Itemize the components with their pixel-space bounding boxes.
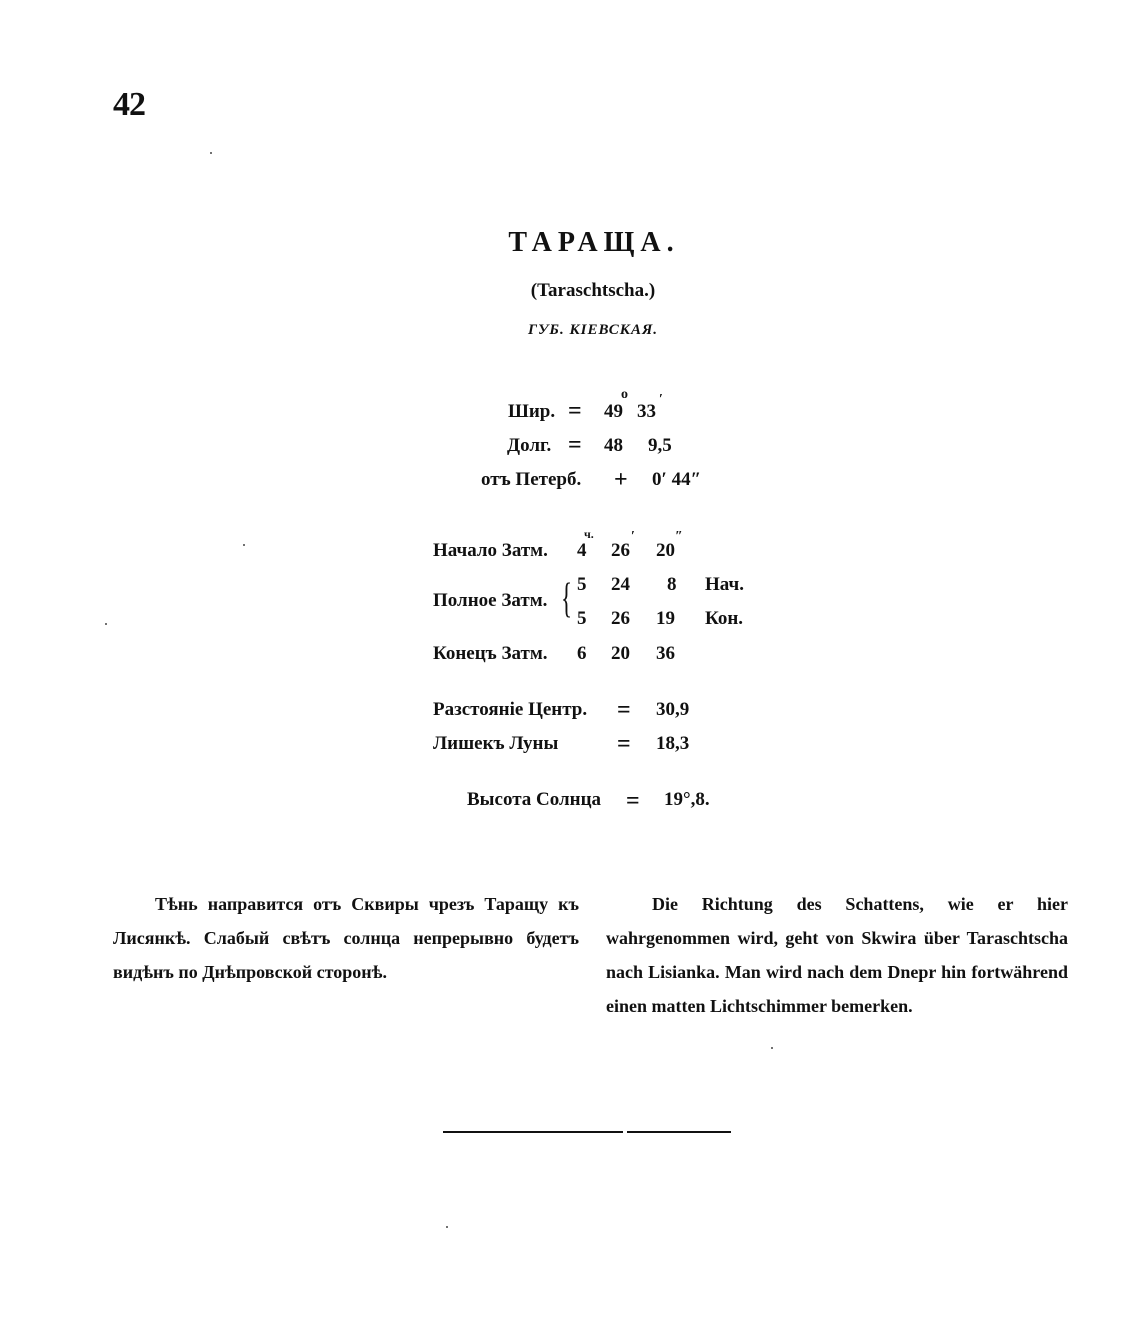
longitude-minutes: 9,5 <box>648 435 672 456</box>
center-distance-value: 30,9 <box>656 699 690 720</box>
total-begin-minute: 24 <box>611 574 630 595</box>
minute-mark-header: ′ <box>631 529 635 544</box>
sun-altitude-label: Высота Солнца <box>467 789 602 810</box>
eclipse-end-hour: 6 <box>577 643 587 664</box>
total-begin-hour: 5 <box>577 574 587 595</box>
petersburg-label: отъ Петерб. <box>481 469 582 490</box>
scan-speck <box>105 623 107 625</box>
center-distance-equals: = <box>617 697 631 723</box>
page-subtitle: (Taraschtscha.) <box>530 280 656 301</box>
longitude-equals: = <box>568 432 582 458</box>
total-end-minute: 26 <box>611 608 630 629</box>
latitude-degrees: 49 <box>604 401 623 422</box>
total-end-note: Кон. <box>705 608 744 629</box>
moon-excess-value: 18,3 <box>656 733 690 754</box>
eclipse-start-hour: 4 <box>577 540 587 561</box>
latitude-minutes: 33 <box>637 401 656 422</box>
degree-mark: о <box>621 387 628 402</box>
total-begin-second: 8 <box>667 574 677 595</box>
hour-mark: ч. <box>584 527 594 541</box>
page-title: ТАРАЩА. <box>508 227 680 258</box>
longitude-label: Долг. <box>507 435 552 456</box>
closing-rule-right <box>627 1131 731 1133</box>
latitude-equals: = <box>568 398 582 424</box>
scan-speck <box>243 544 245 546</box>
total-end-hour: 5 <box>577 608 587 629</box>
eclipse-start-minute: 26 <box>611 540 630 561</box>
eclipse-start-label: Начало Затм. <box>433 540 548 561</box>
page-number: 42 <box>113 86 145 123</box>
eclipse-end-second: 36 <box>656 643 675 664</box>
minute-mark: ′ <box>659 392 663 407</box>
petersburg-sign: + <box>614 467 628 493</box>
brace-symbol: { <box>561 576 573 622</box>
closing-rule-left <box>443 1131 623 1133</box>
scan-speck <box>771 1047 773 1049</box>
total-end-second: 19 <box>656 608 675 629</box>
eclipse-start-second: 20 <box>656 540 675 561</box>
german-paragraph: Die Richtung des Schattens, wie er hier wahrgenommen wird, geht von Skwira über Taraschtscha nach Lisianka. Man wird nach dem Dnepr hin fortwährend einen matten Lichtschimmer bemerken. <box>606 894 1068 1016</box>
sun-altitude-value: 19°,8. <box>664 789 710 810</box>
eclipse-end-minute: 20 <box>611 643 630 664</box>
province-label: ГУБ. КІЕВСКАЯ. <box>527 322 659 338</box>
second-mark-header: ″ <box>675 529 683 544</box>
eclipse-end-label: Конецъ Затм. <box>433 643 548 664</box>
latitude-label: Шир. <box>508 401 556 422</box>
moon-excess-label: Лишекъ Луны <box>433 733 559 754</box>
scan-speck <box>210 152 212 154</box>
petersburg-value: 0′ 44″ <box>652 469 702 490</box>
moon-excess-equals: = <box>617 731 631 757</box>
eclipse-total-label: Полное Затм. <box>433 590 548 611</box>
sun-altitude-equals: = <box>626 788 640 814</box>
total-begin-note: Нач. <box>705 574 744 595</box>
scan-speck <box>446 1226 448 1228</box>
russian-paragraph: Тѣнь направится отъ Сквиры чрезъ Таращу къ Лисянкѣ. Слабый свѣтъ солнца непрерывно будетъ видѣнъ по Днѣпровской сторонѣ. <box>113 894 579 982</box>
center-distance-label: Разстояніе Центр. <box>433 699 588 720</box>
longitude-degrees: 48 <box>604 435 623 456</box>
